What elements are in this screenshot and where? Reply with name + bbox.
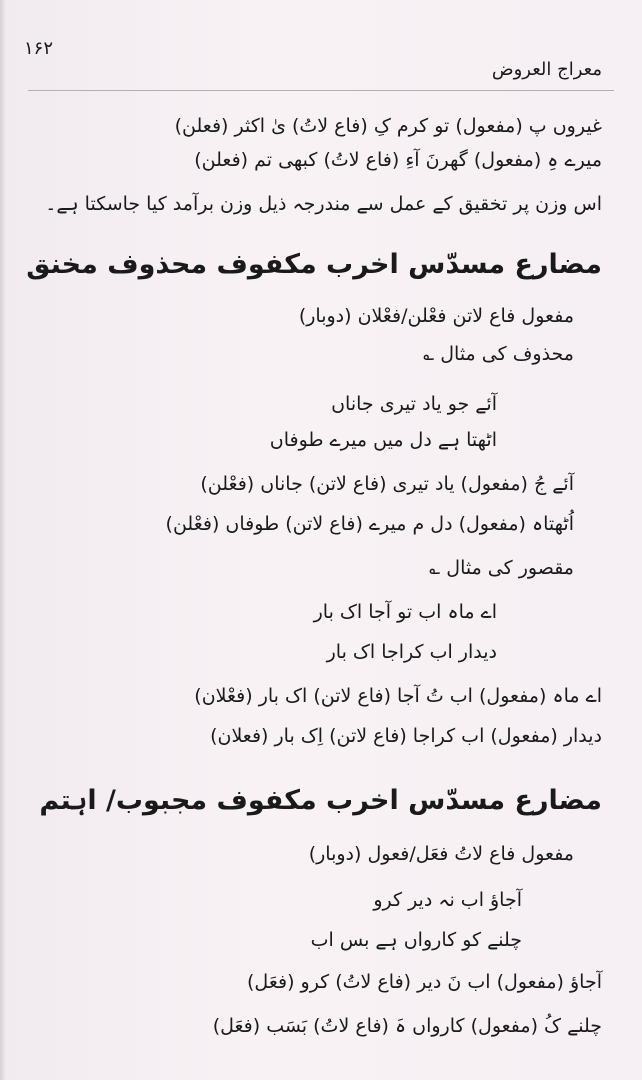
section-1-example-1-label: محذوف کی مثال ؎ [423,343,574,365]
page-number: ۱۶۲ [24,38,54,59]
section-1-verse-1-line-1: آئے جو یاد تیری جاناں [331,393,497,415]
section-2-verse-line-1: آجاؤ اب نہ دیر کرو [373,889,522,911]
section-2-verse-line-2: چلنے کو کارواں ہے بس اب [310,929,522,951]
intro-line-3: اس وزن پر تخقیق کے عمل سے مندرجہ ذیل وزن برآمد کیا جاسکتا ہے۔ [45,193,602,215]
section-1-scan-1-line-1: آئے جُ (مفعول) یاد تیری (فاع لاتن) جاناں (فعْلن) [200,473,574,495]
section-2-heading: مضارع مسدّس اخرب مکفوف مجبوب/ اہتم [39,785,602,816]
section-1-meter: مفعول فاع لاتن فعْلن/فعْلان (دوبار) [298,305,574,327]
section-2-meter: مفعول فاع لاتُ فعَل/فعول (دوبار) [308,843,574,865]
section-1-scan-2-line-1: اے ماہ (مفعول) اب تُ آجا (فاع لاتن) اک بار (فعْلان) [194,685,602,707]
header-rule [28,90,614,91]
intro-line-1: غیروں پ (مفعول) تو کرم کِ (فاع لاتُ) یٰ اکثر (فعلن) [174,115,602,137]
section-2-scan-line-1: آجاؤ (مفعول) اب نَ دیر (فاع لاتُ) کرو (فعَل) [247,971,602,993]
page-spine-shadow [0,0,6,1080]
section-1-verse-2-line-2: دیدار اب کراجا اک بار [326,641,497,663]
section-1-verse-1-line-2: اٹھتا ہے دل میں میرے طوفاں [269,429,497,451]
intro-line-2: میرے ہِ (مفعول) گھرنَ آءِ (فاع لاتُ) کبھی تم (فعلن) [194,149,602,171]
section-1-heading: مضارع مسدّس اخرب مکفوف محذوف مخنق [26,249,602,280]
section-1-verse-2-line-1: اے ماہ اب تو آجا اک بار [313,601,497,623]
running-header: معراج العروض [491,59,602,80]
section-1-scan-2-line-2: دیدار (مفعول) اب کراجا (فاع لاتن) اِک بار (فعلان) [210,725,602,747]
section-2-scan-line-2: چلنے کُ (مفعول) کارواں ہَ (فاع لاتُ) بَسَب (فعَل) [212,1015,602,1037]
section-1-scan-1-line-2: اُٹھتاہ (مفعول) دل م میرے (فاع لاتن) طوفاں (فعْلن) [165,513,574,535]
section-1-example-2-label: مقصور کی مثال ؎ [429,557,574,579]
